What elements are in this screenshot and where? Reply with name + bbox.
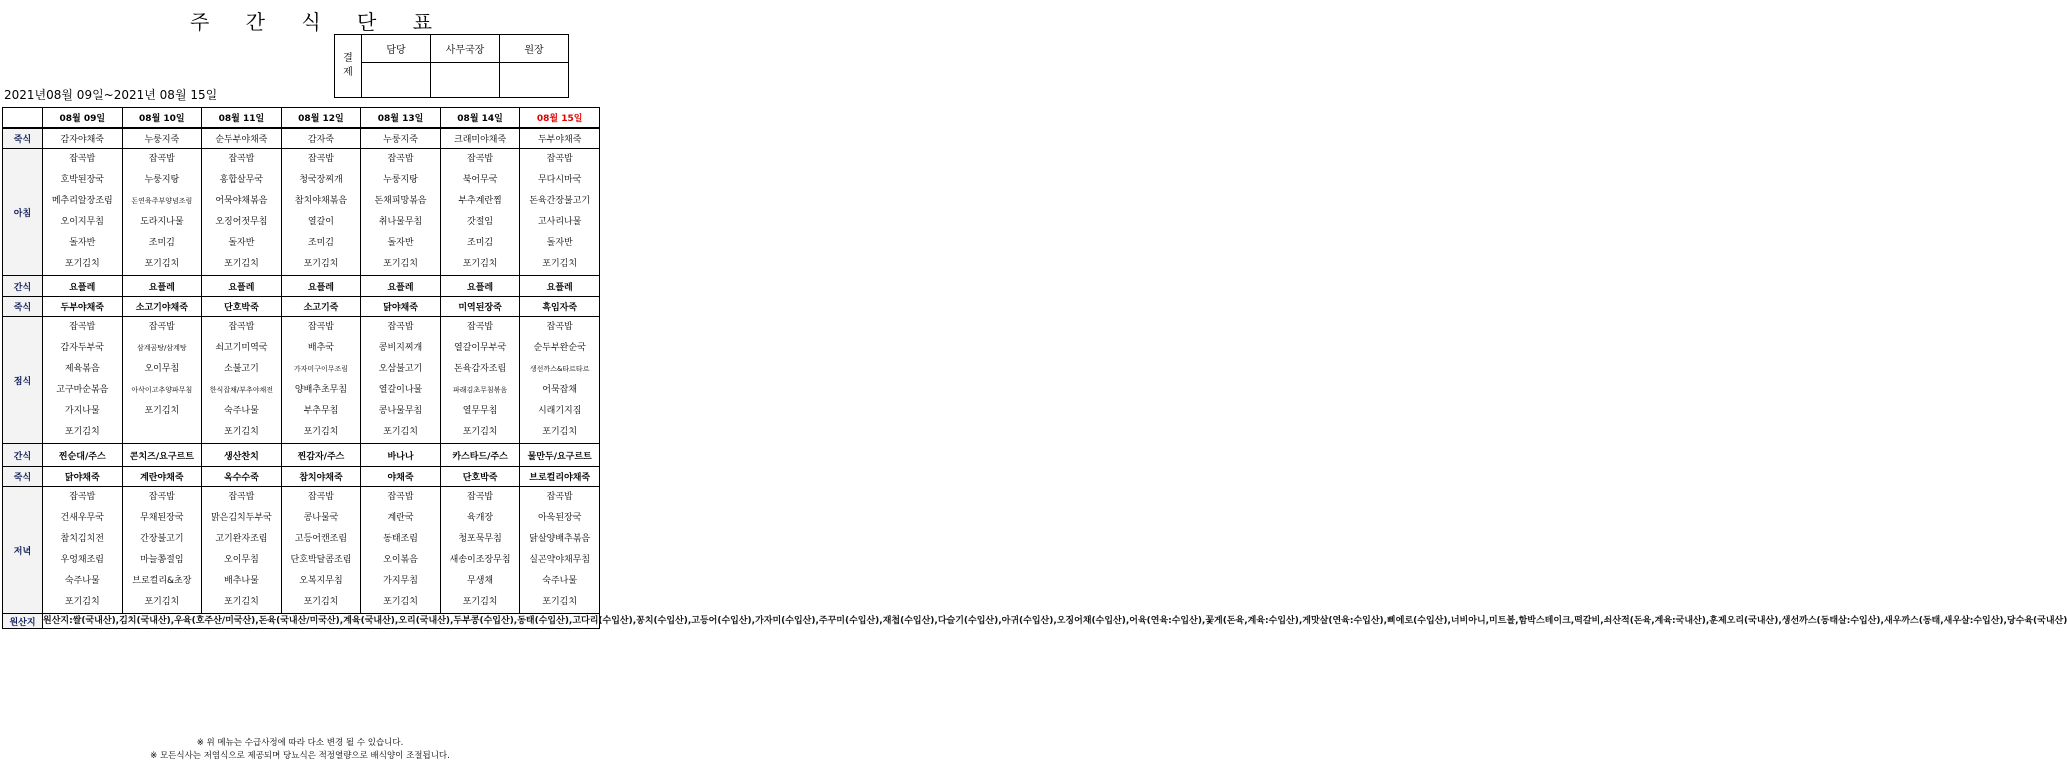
lunch_porridge-item: 흑임자죽 — [520, 297, 600, 317]
morning-dish: 메추리알장조림 — [51, 196, 113, 206]
lunch-day-cell — [281, 317, 361, 444]
lunch-row — [3, 317, 600, 444]
morning-dish: 도라지나물 — [140, 217, 184, 227]
dinner_porridge-item: 단호박죽 — [440, 467, 520, 487]
morning-dish: 무다시마국 — [537, 175, 582, 185]
date-header-corner — [3, 108, 43, 129]
morning-day-cell — [122, 149, 202, 276]
morning-dish: 오징어젓무침 — [215, 217, 268, 227]
lunch-dish: 콩나물무침 — [378, 406, 423, 416]
lunch_porridge-item: 두부야채죽 — [43, 297, 123, 317]
dinner_porridge-item: 브로컬리야채죽 — [520, 467, 600, 487]
morning-dish: 돌자반 — [69, 238, 96, 248]
dinner-dish: 브로컬리&초장 — [132, 576, 192, 586]
lunch-dish: 오삼불고기 — [378, 364, 423, 374]
lunch_porridge-item: 미역된장죽 — [440, 297, 520, 317]
dinner-dish: 건새우무국 — [60, 513, 105, 523]
dinner-dish: 고등어캔조림 — [294, 534, 348, 544]
morning-dish: 돈연육주부양념조림 — [131, 197, 193, 205]
morning-dish: 조미김 — [148, 238, 175, 248]
dinner-day-cell — [202, 487, 282, 614]
dinner-dish: 청포묵무침 — [458, 534, 502, 544]
morning-dish: 잡곡밥 — [467, 154, 494, 164]
morning-dish: 고사리나물 — [537, 217, 582, 227]
dinner_porridge-item: 옥수수죽 — [202, 467, 282, 487]
morning-dish: 돌자반 — [228, 238, 255, 248]
morning_porridge-item: 순두부야채죽 — [202, 128, 282, 149]
dinner-dish: 잡곡밥 — [307, 492, 335, 502]
morning-dish: 돈채피망볶음 — [374, 196, 427, 206]
dinner-dish: 참치김치전 — [60, 534, 105, 544]
dinner-dish: 맑은김치두부국 — [210, 513, 272, 523]
lunch-dish: 부추무침 — [303, 406, 339, 416]
lunch-dish: 잡곡밥 — [228, 322, 255, 332]
dinner-dish: 포기김치 — [462, 597, 498, 607]
dinner-dish: 닭살양배추볶음 — [529, 534, 591, 544]
snack2-item: 찐순대/주스 — [43, 444, 123, 467]
dinner-dish: 마늘쫑절임 — [140, 555, 184, 565]
dinner-dish: 무채된장국 — [140, 513, 184, 523]
morning-dish: 잡곡밥 — [148, 154, 175, 164]
lunch-dish: 포기김치 — [224, 427, 259, 437]
dinner-dish: 우엉채조림 — [60, 555, 105, 565]
approval-sign-head[interactable] — [500, 63, 569, 98]
snack1-item: 요플레 — [202, 276, 282, 297]
lunch-dish: 제육볶음 — [64, 364, 100, 374]
morning-dish: 조미김 — [307, 238, 335, 248]
approval-box — [334, 34, 569, 98]
snack2-item: 바나나 — [361, 444, 441, 467]
morning-dish: 부추계란찜 — [458, 196, 502, 206]
morning_porridge-item: 감자야채죽 — [43, 128, 123, 149]
dinner-dish: 오이무침 — [224, 555, 259, 565]
date-header: 08월 11일 — [202, 108, 282, 129]
dinner-day-cell — [440, 487, 520, 614]
morning-day-cell — [440, 149, 520, 276]
morning-dish: 포기김치 — [383, 259, 418, 269]
lunch_porridge-item: 소고기죽 — [281, 297, 361, 317]
dinner-day-cell — [122, 487, 202, 614]
morning-dish: 포기김치 — [462, 259, 498, 269]
snack2-item: 생산찬치 — [202, 444, 282, 467]
origin-row — [3, 614, 600, 629]
morning-dish: 호박된장국 — [60, 175, 105, 185]
morning-dish: 갓절임 — [467, 217, 494, 227]
section-label-origin: 원산지 — [3, 614, 43, 629]
lunch-dish: 숙주나물 — [224, 406, 259, 416]
snack1-item: 요플레 — [440, 276, 520, 297]
snack1-item: 요플레 — [122, 276, 202, 297]
note-2: ※ 모든식사는 저염식으로 제공되며 당뇨식은 적정열량으로 배식양이 조절됩니다. — [150, 751, 450, 761]
lunch-dish: 열무무침 — [462, 406, 498, 416]
date-header: 08월 13일 — [361, 108, 441, 129]
lunch-dish: 가자미구이무조림 — [293, 365, 349, 373]
morning-dish: 참치야채볶음 — [294, 196, 348, 206]
morning-day-cell — [520, 149, 600, 276]
approval-header-manager: 담당 — [362, 35, 431, 63]
morning_porridge-item: 감자죽 — [281, 128, 361, 149]
lunch-dish: 고구마순볶음 — [56, 385, 109, 395]
dinner-dish: 간장불고기 — [140, 534, 184, 544]
date-header-row — [3, 108, 600, 129]
snack1-item: 요플레 — [361, 276, 441, 297]
date-header: 08월 12일 — [281, 108, 361, 129]
notes — [0, 737, 600, 763]
morning_porridge-item: 크래미야채죽 — [440, 128, 520, 149]
lunch-dish: 시래기지짐 — [537, 406, 582, 416]
snack1-row — [3, 276, 600, 297]
dinner-dish: 실곤약야채무침 — [529, 555, 591, 565]
lunch-dish: 포기김치 — [144, 406, 180, 416]
approval-sign-director[interactable] — [431, 63, 500, 98]
weekly-menu-table — [2, 107, 2067, 629]
section-label-lunch: 점식 — [3, 317, 43, 444]
morning-dish: 돌자반 — [546, 238, 573, 248]
dinner-dish: 잡곡밥 — [69, 492, 96, 502]
lunch-dish: 잡곡밥 — [307, 322, 335, 332]
dinner-dish: 숙주나물 — [542, 576, 578, 586]
lunch-day-cell — [440, 317, 520, 444]
morning-dish: 포기김치 — [64, 259, 100, 269]
date-header: 08월 15일 — [520, 108, 600, 129]
snack1-item: 요플레 — [281, 276, 361, 297]
dinner-dish: 새송이조장무침 — [449, 555, 511, 565]
lunch-dish: 가지나물 — [64, 406, 100, 416]
lunch-dish: 양배추초무침 — [294, 385, 348, 395]
dinner-dish: 잡곡밥 — [228, 492, 255, 502]
lunch-day-cell — [202, 317, 282, 444]
morning-dish: 열갈이 — [307, 217, 335, 227]
section-label-dinner_porridge: 죽식 — [3, 467, 43, 487]
morning-day-cell — [361, 149, 441, 276]
dinner-dish: 계란국 — [387, 513, 414, 523]
morning-dish: 어묵야채볶음 — [215, 196, 268, 206]
dinner-day-cell — [281, 487, 361, 614]
dinner-dish: 잡곡밥 — [148, 492, 175, 502]
page-title: 주 간 식 단 표 — [190, 10, 448, 34]
lunch-dish: 순두부완순국 — [533, 343, 586, 353]
lunch-dish: 감자두부국 — [60, 343, 105, 353]
morning-dish: 취나물무침 — [378, 217, 423, 227]
dinner-row — [3, 487, 600, 614]
lunch-dish — [123, 422, 202, 443]
morning-day-cell — [202, 149, 282, 276]
lunch-dish: 잡곡밥 — [148, 322, 175, 332]
section-label-morning: 아침 — [3, 149, 43, 276]
morning-dish: 누룽지탕 — [383, 175, 418, 185]
lunch-dish: 돈육감자조림 — [454, 364, 507, 374]
date-header: 08월 09일 — [43, 108, 123, 129]
lunch-day-cell — [43, 317, 123, 444]
morning-dish: 북어무국 — [462, 175, 498, 185]
approval-header-head: 원장 — [500, 35, 569, 63]
snack2-row — [3, 444, 600, 467]
lunch_porridge-item: 소고기야채죽 — [122, 297, 202, 317]
lunch-day-cell — [520, 317, 600, 444]
lunch-dish: 잡곡밥 — [546, 322, 573, 332]
section-label-lunch_porridge: 죽식 — [3, 297, 43, 317]
dinner_porridge-item: 참치야채죽 — [281, 467, 361, 487]
morning-dish: 잡곡밥 — [69, 154, 96, 164]
lunch-dish: 한식잡채/부추야채전 — [209, 386, 274, 394]
morning_porridge-item: 누룽지죽 — [122, 128, 202, 149]
lunch-dish: 잡곡밥 — [387, 322, 414, 332]
dinner-dish: 가지무침 — [383, 576, 418, 586]
morning-dish: 잡곡밥 — [387, 154, 414, 164]
morning-dish: 잡곡밥 — [546, 154, 573, 164]
dinner-dish: 동태조림 — [383, 534, 418, 544]
dinner-dish: 오복지무침 — [299, 576, 343, 586]
dinner-dish: 포기김치 — [224, 597, 259, 607]
snack1-item: 요플레 — [43, 276, 123, 297]
morning-dish: 포기김치 — [542, 259, 578, 269]
lunch_porridge-item: 닭야채죽 — [361, 297, 441, 317]
lunch-dish: 어묵잡채 — [542, 385, 578, 395]
morning-dish: 포기김치 — [303, 259, 339, 269]
dinner-dish: 포기김치 — [303, 597, 339, 607]
morning-dish: 돈육간장불고기 — [529, 196, 591, 206]
dinner-dish: 잡곡밥 — [546, 492, 573, 502]
dinner-dish: 아욱된장국 — [537, 513, 582, 523]
dinner-dish: 고기완자조림 — [215, 534, 268, 544]
lunch-dish: 삼계곰탕/삼계탕 — [136, 344, 187, 352]
lunch-dish: 포기김치 — [303, 427, 339, 437]
morning-dish: 포기김치 — [224, 259, 259, 269]
morning-day-cell — [281, 149, 361, 276]
lunch-dish: 열갈이무부국 — [454, 343, 507, 353]
date-header: 08월 14일 — [440, 108, 520, 129]
lunch-dish: 배추국 — [307, 343, 335, 353]
lunch-day-cell — [122, 317, 202, 444]
morning-day-cell — [43, 149, 123, 276]
lunch-day-cell — [361, 317, 441, 444]
dinner-day-cell — [43, 487, 123, 614]
lunch-dish: 포기김치 — [383, 427, 418, 437]
snack2-item: 물만두/요구르트 — [520, 444, 600, 467]
dinner-dish: 포기김치 — [383, 597, 418, 607]
section-label-snack1: 간식 — [3, 276, 43, 297]
dinner_porridge-item: 계란야채죽 — [122, 467, 202, 487]
morning-dish: 잡곡밥 — [307, 154, 335, 164]
morning-dish: 잡곡밥 — [228, 154, 255, 164]
origin-info: 원산지:쌀(국내산),김치(국내산),우육(호주산/미국산),돈육(국내산/미국산),계육(국내산),오리(국내산),두부콩(수입산),동태(수입산),고다리(수입산),꽁치(수입산),고등어(수입산),가자미(수입산),주꾸미(수입산),재첩(수입산),다슬기(수입산),아귀(수입산),오징어채(수입산),어육(연육:수입산),꽃게(돈육,계육:수입산),게맛살(연육:수입산),삐에로(수입산),너비아니,미트볼,함박스테이크,떡갈비,쇠산적(돈육,계육:국내산),훈제오리(국내산),생선까스(동태살:수입산),새우까스(동태,새우살:수입산),당수육(국내산) — [43, 614, 600, 629]
lunch-dish: 파래김초무침볶음 — [453, 386, 508, 394]
lunch-dish: 소불고기 — [224, 364, 259, 374]
dinner-dish: 포기김치 — [542, 597, 578, 607]
dinner-dish: 숙주나물 — [64, 576, 100, 586]
date-header: 08월 10일 — [122, 108, 202, 129]
snack1-item: 요플레 — [520, 276, 600, 297]
morning-dish: 조미김 — [467, 238, 494, 248]
section-label-snack2: 간식 — [3, 444, 43, 467]
dinner_porridge-item: 닭야채죽 — [43, 467, 123, 487]
morning-dish: 오이지무침 — [60, 217, 105, 227]
approval-label: 결 제 — [335, 35, 362, 98]
dinner-dish: 배추나물 — [224, 576, 259, 586]
morning-dish: 홍합살무국 — [219, 175, 264, 185]
lunch-dish: 콩비지찌개 — [378, 343, 423, 353]
lunch-dish: 생선까스&타르타르 — [529, 365, 590, 373]
note-1: ※ 위 메뉴는 수급사정에 따라 다소 변경 될 수 있습니다. — [196, 738, 404, 748]
morning-dish: 청국장찌개 — [299, 175, 343, 185]
morning-row — [3, 149, 600, 276]
snack2-item: 콘치즈/요구르트 — [122, 444, 202, 467]
dinner-dish: 잡곡밥 — [387, 492, 414, 502]
dinner-dish: 단호박달콤조림 — [290, 555, 352, 565]
dinner-dish: 잡곡밥 — [467, 492, 494, 502]
morning-dish: 돌자반 — [387, 238, 414, 248]
section-label-dinner: 저녁 — [3, 487, 43, 614]
morning_porridge-row — [3, 128, 600, 149]
lunch_porridge-row — [3, 297, 600, 317]
lunch-dish: 열갈이나물 — [378, 385, 423, 395]
dinner-dish: 육개장 — [467, 513, 494, 523]
morning_porridge-item: 두부야채죽 — [520, 128, 600, 149]
morning-dish: 누룽지탕 — [144, 175, 180, 185]
dinner-day-cell — [361, 487, 441, 614]
dinner-dish: 포기김치 — [144, 597, 180, 607]
menu-period: 2021년08월 09일~2021년 08월 15일 — [4, 88, 218, 102]
dinner-dish: 콩나물국 — [303, 513, 339, 523]
dinner_porridge-item: 야채죽 — [361, 467, 441, 487]
morning_porridge-item: 누룽지죽 — [361, 128, 441, 149]
snack2-item: 카스타드/주스 — [440, 444, 520, 467]
section-label-morning_porridge: 죽식 — [3, 128, 43, 149]
lunch-dish: 포기김치 — [542, 427, 578, 437]
lunch-dish: 잡곡밥 — [69, 322, 96, 332]
lunch-dish: 포기김치 — [462, 427, 498, 437]
dinner-dish: 무생채 — [467, 576, 494, 586]
morning-dish: 포기김치 — [144, 259, 180, 269]
lunch-dish: 쇠고기미역국 — [215, 343, 268, 353]
lunch-dish: 포기김치 — [64, 427, 100, 437]
dinner-dish: 포기김치 — [64, 597, 100, 607]
dinner-dish: 오이볶음 — [383, 555, 418, 565]
approval-sign-manager[interactable] — [362, 63, 431, 98]
snack2-item: 찐감자/주스 — [281, 444, 361, 467]
dinner_porridge-row — [3, 467, 600, 487]
lunch_porridge-item: 단호박죽 — [202, 297, 282, 317]
approval-header-director: 사무국장 — [431, 35, 500, 63]
lunch-dish: 잡곡밥 — [467, 322, 494, 332]
lunch-dish: 오이무침 — [144, 364, 180, 374]
dinner-day-cell — [520, 487, 600, 614]
lunch-dish: 아삭이고추양파무침 — [131, 386, 193, 394]
